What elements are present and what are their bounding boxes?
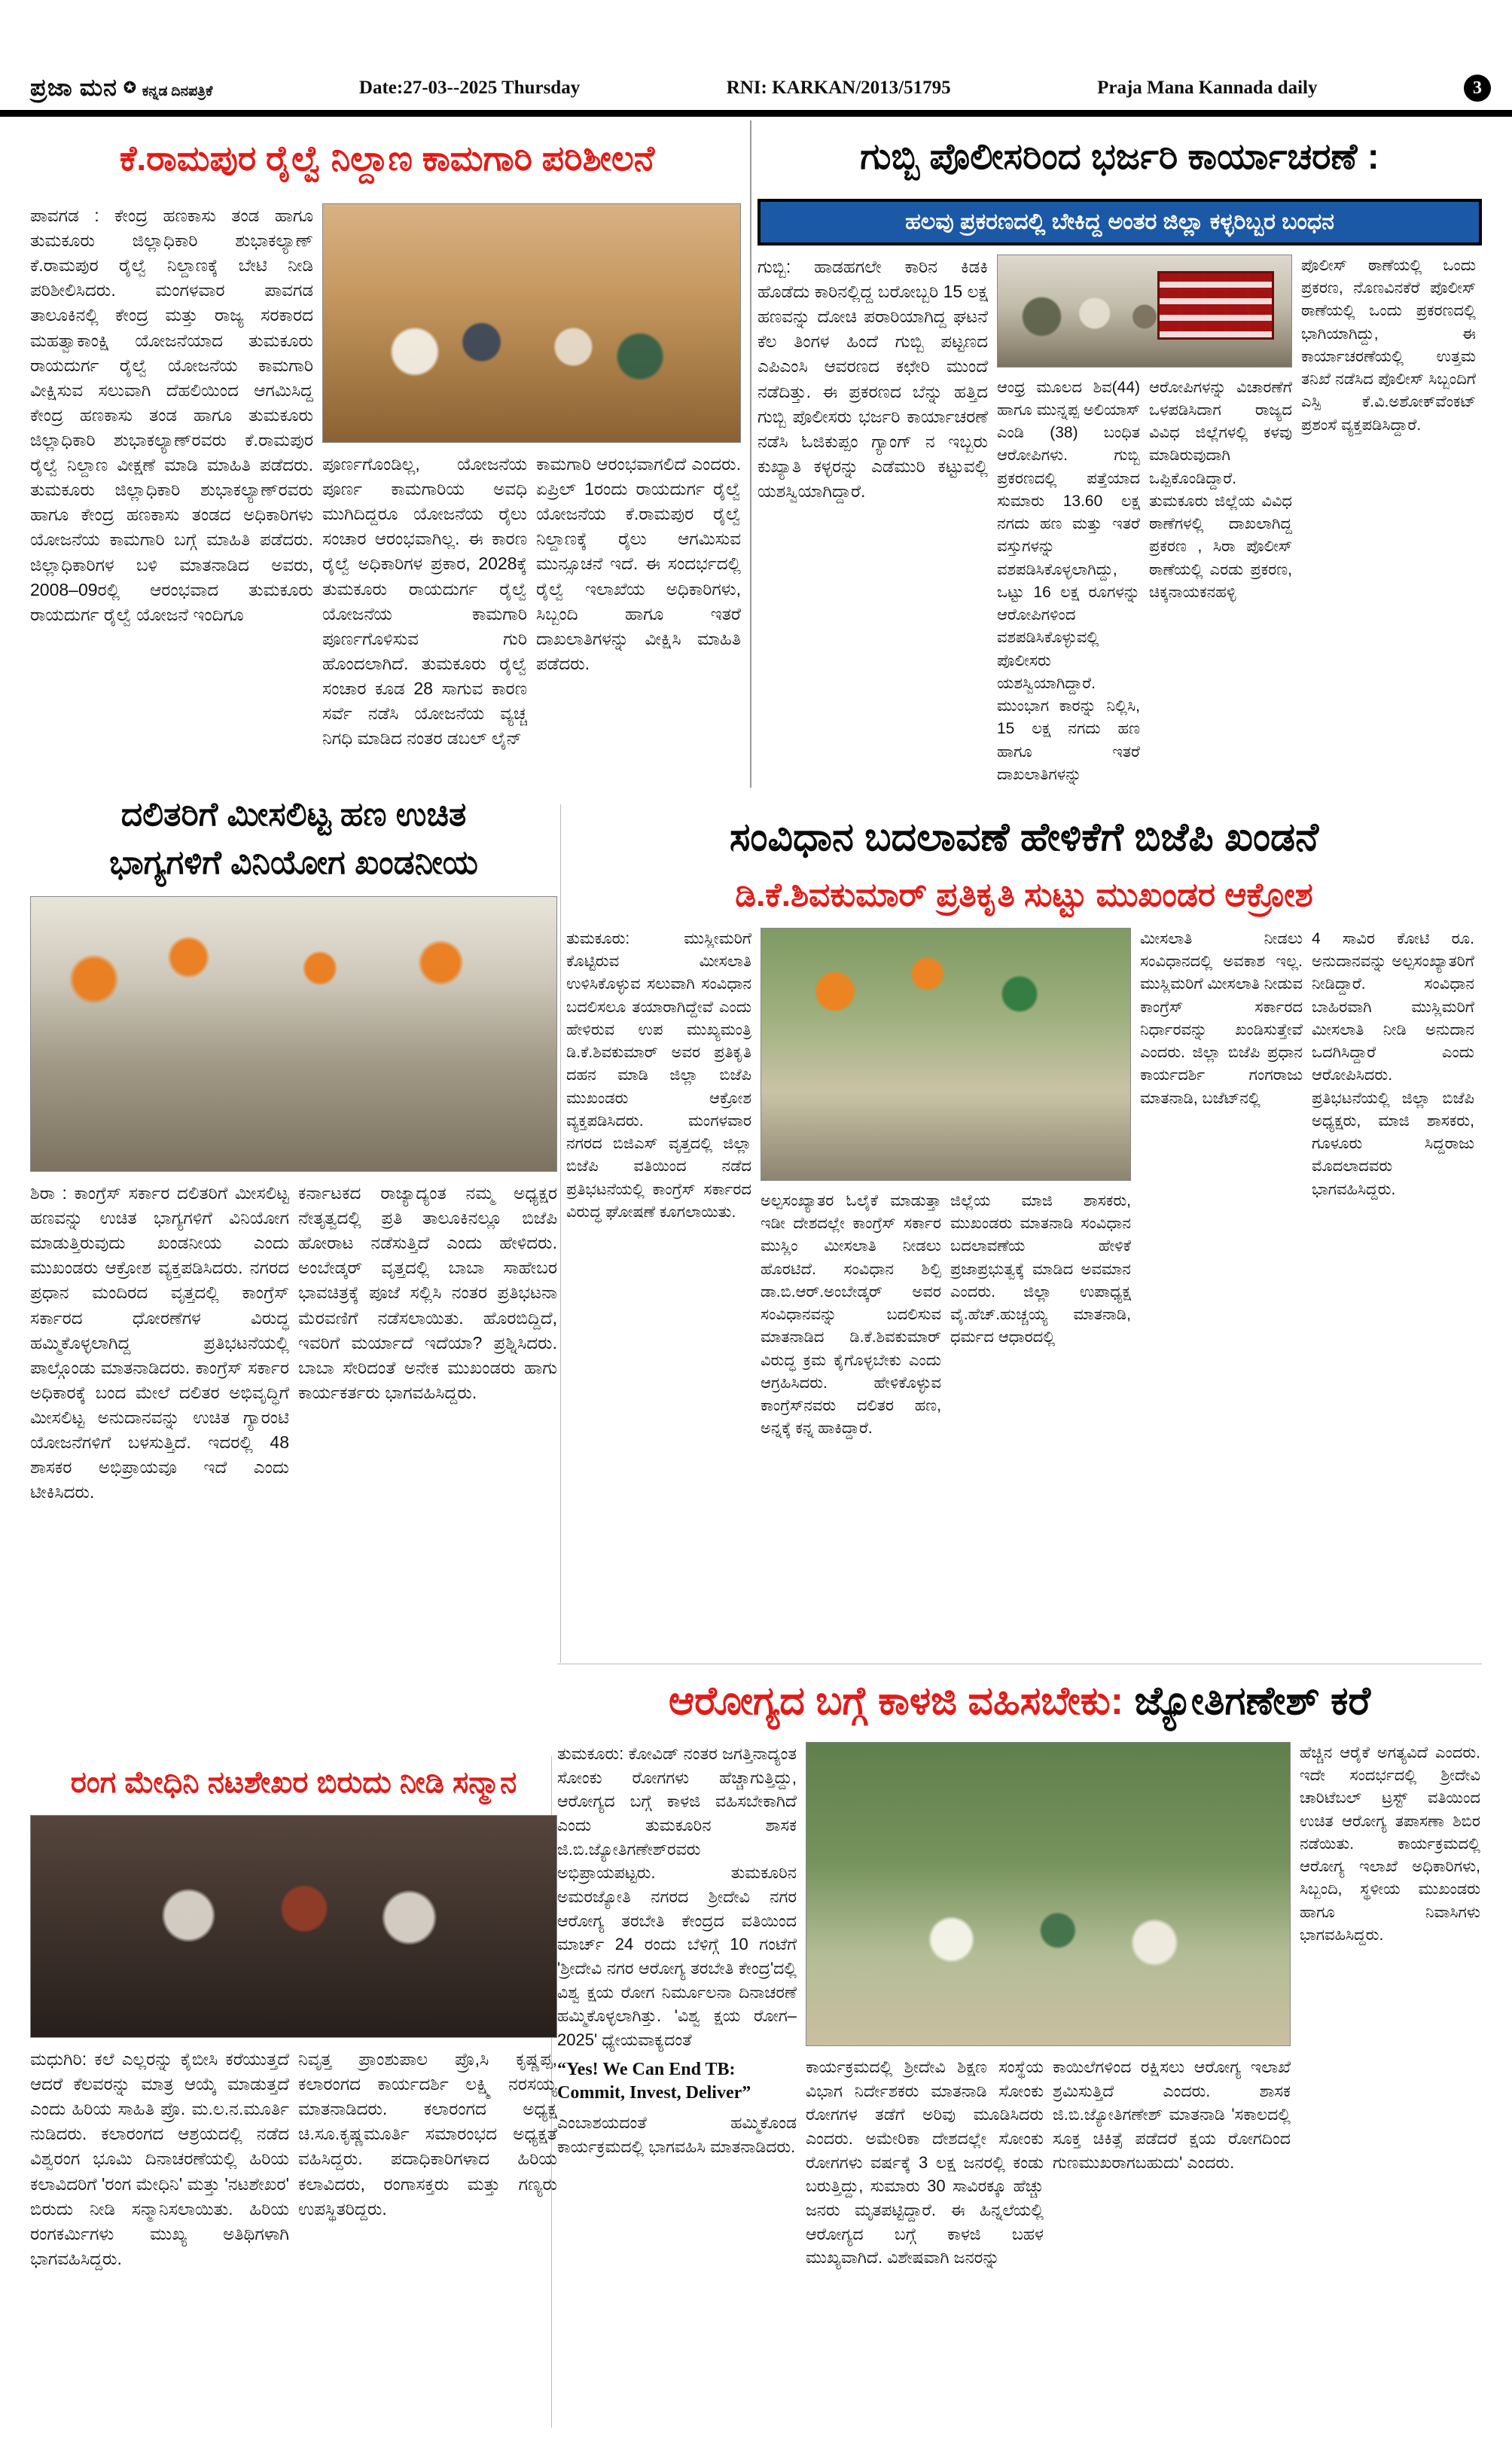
health-column-1: ತುಮಕೂರು: ಕೋವಿಡ್ ನಂತರ ಜಗತ್ತಿನಾದ್ಯಂತ ಸೋಂಕು ರೋಗಗಳು ಹೆಚ್ಚಾಗುತ್ತಿದ್ದು, ಆರೋಗ್ಯದ ಬಗ್ಗೆ ಕಾಳಜಿ ವಹಿಸಬೇಕಾಗಿದೆ ಎಂದು ತುಮಕೂರಿನ ಶಾಸಕ ಜಿ.ಬಿ.ಜ್ಯೋತಿಗಣೇಶ್‌ರವರು ಅಭಿಪ್ರಾಯಪಟ್ಟರು. ತುಮಕೂರಿನ ಅಮರಜ್ಯೋತಿ ನಗರದ ಶ್ರೀದೇವಿ ನಗರ ಆರೋಗ್ಯ ತರಬೇತಿ ಕೇಂದ್ರದ ವತಿಯಿಂದ ಮಾರ್ಚ್ 24 ರಂದು ಬೆಳಿಗ್ಗೆ 10 ಗಂಟೆಗೆ 'ಶ್ರೀದೇವಿ ನಗರ ಆರೋಗ್ಯ ತರಬೇತಿ ಕೇಂದ್ರ'ದಲ್ಲಿ ವಿಶ್ವ ಕ್ಷಯ ರೋಗ ನಿರ್ಮೂಲನಾ ದಿನಾಚರಣೆ ಹಮ್ಮಿಕೊಳ್ಳಲಾಗಿತ್ತು. 'ವಿಶ್ವ ಕ್ಷಯ ರೋಗ–2025' ಧ್ಯೇಯವಾಕ್ಯದಂತೆ <box>557 1744 797 2050</box>
article-railway <box>30 120 744 788</box>
masthead-date: Date:27-03--2025 Thursday <box>358 78 581 98</box>
bjp-column-4: ಮೀಸಲಾತಿ ನೀಡಲು ಸಂವಿಧಾನದಲ್ಲಿ ಅವಕಾಶ ಇಲ್ಲ. ಮುಸ್ಲಿಮರಿಗೆ ಮೀಸಲಾತಿ ನೀಡುವ ಕಾಂಗ್ರೆಸ್ ಸರ್ಕಾರದ ನಿರ್ಧಾರವನ್ನು ಖಂಡಿಸುತ್ತೇವೆ ಎಂದರು. ಜಿಲ್ಲಾ ಬಿಜೆಪಿ ಪ್ರಧಾನ ಕಾರ್ಯದರ್ಶಿ ಗಂಗರಾಜು ಮಾತನಾಡಿ, ಬಜೆಟ್‌ನಲ್ಲಿ <box>1140 930 1303 1107</box>
article-dalita-funds <box>30 791 557 1750</box>
railway-column-1: ಪಾವಗಡ : ಕೇಂದ್ರ ಹಣಕಾಸು ತಂಡ ಹಾಗೂ ತುಮಕೂರು ಜಿಲ್ಲಾಧಿಕಾರಿ ಶುಭಾಕಲ್ಯಾಣ್ ಕೆ.ರಾಮಪುರ ರೈಲ್ವೆ ನಿಲ್ದಾಣಕ್ಕೆ ಬೇಟಿ ನೀಡಿ ಪರಿಶೀಲಿಸಿದರು. ಮಂಗಳವಾರ ಪಾವಗಡ ತಾಲೂಕಿನಲ್ಲಿ ಕೇಂದ್ರ ಮತ್ತು ರಾಜ್ಯ ಸರಕಾರದ ಮಹತ್ವಾಕಾಂಕ್ಷಿ ಯೋಜನೆಯಾದ ತುಮಕೂರು ರಾಯದುರ್ಗ ರೈಲ್ವೆ ಯೋಜನೆಯ ಕಾಮಗಾರಿ ವೀಕ್ಷಿಸುವ ಸಲುವಾಗಿ ದೆಹಲಿಯಿಂದ ಆಗಮಿಸಿದ್ದ ಕೇಂದ್ರ ಹಣಕಾಸು ತಂಡ ಹಾಗೂ ತುಮಕೂರು ಜಿಲ್ಲಾಧಿಕಾರಿ ಶುಭಾಕಲ್ಯಾಣ್‌ರವರು ಕೆ.ರಾಮಪುರ ರೈಲ್ವೆ ನಿಲ್ದಾಣ ವೀಕ್ಷಣೆ ಮಾಡಿ ಮಾಹಿತಿ ಪಡೆದರು. ತುಮಕೂರು ಜಿಲ್ಲಾಧಿಕಾರಿ ಶುಭಾಕಲ್ಯಾಣ್‌ರವರು ಹಾಗೂ ಕೇಂದ್ರ ಹಣಕಾಸು ತಂಡದ ಅಧಿಕಾರಿಗಳು ಯೋಜನೆಯ ಕಾಮಗಾರಿ ಬಗ್ಗೆ ಮಾಹಿತಿ ಪಡೆದರು. ಜಿಲ್ಲಾಧಿಕಾರಿಗಳ ಬಳಿ ಮಾತನಾಡಿದ ಅವರು, 2008–09ರಲ್ಲಿ ಆರಂಭವಾದ ತುಮಕೂರು ರಾಯದುರ್ಗ ರೈಲ್ವೆ ಯೋಜನೆ ಇಂದಿಗೂ <box>30 206 313 624</box>
railway-headline: ಕೆ.ರಾಮಪುರ ರೈಲ್ವೆ ನಿಲ್ದಾಣ ಕಾಮಗಾರಿ ಪರಿಶೀಲನೆ <box>119 139 655 178</box>
gubbi-column-3: ಆರೋಪಿಗಳನ್ನು ವಿಚಾರಣೆಗೆ ಒಳಪಡಿಸಿದಾಗ ರಾಜ್ಯದ ವಿವಿಧ ಜಿಲ್ಲೆಗಳಲ್ಲಿ ಕಳವು ಮಾಡಿರುವುದಾಗಿ ಒಪ್ಪಿಕೊಂಡಿದ್ದಾರೆ. ತುಮಕೂರು ಜಿಲ್ಲೆಯ ವಿವಿಧ ಠಾಣೆಗಳಲ್ಲಿ ದಾಖಲಾಗಿದ್ದ ಪ್ರಕರಣ , ಸಿರಾ ಪೊಲೀಸ್ ಠಾಣೆಯಲ್ಲಿ ಎರಡು ಪ್ರಕರಣ, ಚಿಕ್ಕನಾಯಕನಹಳ್ಳಿ <box>1149 378 1292 601</box>
masthead-title-english: Praja Mana Kannada daily <box>1097 78 1318 98</box>
health-column-1b: ಎಂಬಾಶಯದಂತೆ ಹಮ್ಮಿಕೊಂಡ ಕಾರ್ಯಕ್ರಮದಲ್ಲಿ ಭಾಗವಹಿಸಿ ಮಾತನಾಡಿದರು. <box>557 2113 797 2156</box>
logo-emblem-icon: ✪ <box>123 80 136 96</box>
felicitation-photo <box>30 1815 557 2038</box>
dalita-column-1: ಶಿರಾ : ಕಾಂಗ್ರೆಸ್ ಸರ್ಕಾರ ದಲಿತರಿಗೆ ಮೀಸಲಿಟ್ಟ ಹಣವನ್ನು ಉಚಿತ ಭಾಗ್ಯಗಳಿಗೆ ವಿನಿಯೋಗ ಮಾಡುತ್ತಿರುವುದು ಖಂಡನೀಯ ಎಂದು ಮುಖಂಡರು ಆಕ್ರೋಶ ವ್ಯಕ್ತಪಡಿಸಿದರು. ನಗರದ ಪ್ರಧಾನ ಮಂದಿರದ ವೃತ್ತದಲ್ಲಿ ಕಾಂಗ್ರೆಸ್ ಸರ್ಕಾರದ ಧೋರಣೆಗಳ ವಿರುದ್ಧ ಹಮ್ಮಿಕೊಳ್ಳಲಾಗಿದ್ದ ಪ್ರತಿಭಟನೆಯಲ್ಲಿ ಪಾಲ್ಗೊಂಡು ಮಾತನಾಡಿದರು. ಕಾಂಗ್ರೆಸ್ ಸರ್ಕಾರ ಅಧಿಕಾರಕ್ಕೆ ಬಂದ ಮೇಲೆ ದಲಿತರ ಅಭಿವೃದ್ಧಿಗೆ ಮೀಸಲಿಟ್ಟ ಅನುದಾನವನ್ನು ಉಚಿತ ಗ್ಯಾರಂಟಿ ಯೋಜನೆಗಳಿಗೆ ಬಳಸುತ್ತಿದೆ. ಇದರಲ್ಲಿ 48 ಶಾಸಕರ ಅಭಿಪ್ರಾಯವೂ ಇದೆ ಎಂದು ಟೀಕಿಸಿದರು. <box>30 1183 289 1502</box>
dalita-headline-line2: ಭಾಗ್ಯಗಳಿಗೆ ವಿನಿಯೋಗ ಖಂಡನೀಯ <box>109 844 478 881</box>
article-gubbi-police <box>758 120 1482 788</box>
article-ranga-medhini <box>30 1756 557 2428</box>
tb-day-english-quote: “Yes! We Can End TB: Commit, Invest, Deliver” <box>557 2059 751 2103</box>
ranga-column-2: ನಿವೃತ್ತ ಪ್ರಾಂಶುಪಾಲ ಪ್ರೊ,ಸಿ ಕೃಷ್ಣಪ್ಪ, ಕಲಾರಂಗದ ಕಾರ್ಯದರ್ಶಿ ಲಕ್ಷ್ಮಿ ನರಸಯ್ಯ ಮಾತನಾಡಿದರು. ಕಲಾರಂಗದ ಅಧ್ಯಕ್ಷ ಚಿ.ಸೂ.ಕೃಷ್ಣಮೂರ್ತಿ ಸಮಾರಂಭದ ಅಧ್ಯಕ್ಷತೆ ವಹಿಸಿದ್ದರು. ಪದಾಧಿಕಾರಿಗಳಾದ ಹಿರಿಯ ಕಲಾವಿದರು, ರಂಗಾಸಕ್ತರು ಮತ್ತು ಗಣ್ಯರು ಉಪಸ್ಥಿತರಿದ್ದರು. <box>298 2049 557 2219</box>
dalita-protest-photo <box>30 896 557 1172</box>
dalita-column-2: ಕರ್ನಾಟಕದ ರಾಜ್ಯಾದ್ಯಂತ ನಮ್ಮ ಅಧ್ಯಕ್ಷರ ನೇತೃತ್ವದಲ್ಲಿ ಪ್ರತಿ ತಾಲೂಕಿನಲ್ಲೂ ಬಿಜೆಪಿ ಹೋರಾಟ ನಡೆಸುತ್ತಿದೆ ಎಂದು ಹೇಳಿದರು. ಅಂಬೇಡ್ಕರ್ ವೃತ್ತದಲ್ಲಿ ಬಾಬಾ ಸಾಹೇಬರ ಭಾವಚಿತ್ರಕ್ಕೆ ಪೂಜೆ ಸಲ್ಲಿಸಿ ನಂತರ ಪ್ರತಿಭಟನಾ ಮೆರವಣಿಗೆ ನಡೆಸಲಾಯಿತು. ಹೊರಬಿದ್ದಿದೆ, ಇವರಿಗೆ ಮರ್ಯಾದೆ ಇದೆಯಾ? ಪ್ರಶ್ನಿಸಿದರು. ಬಾಬಾ ಸೇರಿದಂತೆ ಅನೇಕ ಮುಖಂಡರು ಹಾಗು ಕಾರ್ಯಕರ್ತರು ಭಾಗವಹಿಸಿದ್ದರು. <box>298 1183 557 1402</box>
dalita-headline-line1: ದಲಿತರಿಗೆ ಮೀಸಲಿಟ್ಟ ಹಣ ಉಚಿತ <box>120 796 467 833</box>
gubbi-column-1: ಗುಬ್ಬಿ: ಹಾಡಹಗಲೇ ಕಾರಿನ ಕಿಡಕಿ ಹೊಡೆದು ಕಾರಿನಲ್ಲಿದ್ದ ಬರೋಬ್ಬರಿ 15 ಲಕ್ಷ ಹಣವನ್ನು ದೋಚಿ ಪರಾರಿಯಾಗಿದ್ದ ಘಟನೆ ಕೆಲ ತಿಂಗಳ ಹಿಂದೆ ಗುಬ್ಬಿ ಪಟ್ಟಣದ ಎಪಿಎಂಸಿ ಆವರಣದ ಕಛೇರಿ ಮುಂದೆ ನಡೆದಿತ್ತು. ಈ ಪ್ರಕರಣದ ಬೆನ್ನು ಹತ್ತಿದ ಗುಬ್ಬಿ ಪೊಲೀಸರು ಭರ್ಜರಿ ಕಾರ್ಯಾಚರಣೆ ನಡೆಸಿ ಓಜಿಕುಪ್ಪಂ ಗ್ಯಾಂಗ್ ನ ಇಬ್ಬರು ಕುಖ್ಯಾತಿ ಕಳ್ಳರನ್ನು ಎಡೆಮುರಿ ಕಟ್ಟುವಲ್ಲಿ ಯಶಸ್ವಿಯಾಗಿದ್ದಾರೆ. <box>758 257 988 501</box>
gubbi-subheadline-banner: ಹಲವು ಪ್ರಕರಣದಲ್ಲಿ ಬೇಕಿದ್ದ ಅಂತರ ಜಿಲ್ಲಾ ಕಳ್ಳರಿಬ್ಬರ ಬಂಧನ <box>758 199 1482 246</box>
article-health-awareness <box>557 1668 1482 2428</box>
masthead <box>30 71 1491 105</box>
health-column-4: ಹೆಚ್ಚಿನ ಆರೈಕೆ ಅಗತ್ಯವಿದೆ ಎಂದರು. ಇದೇ ಸಂದರ್ಭದಲ್ಲಿ ಶ್ರೀದೇವಿ ಚಾರಿಟೆಬಲ್ ಟ್ರಸ್ಟ್ ವತಿಯಿಂದ ಉಚಿತ ಆರೋಗ್ಯ ತಪಾಸಣಾ ಶಿಬಿರ ನಡೆಯಿತು. ಕಾರ್ಯಕ್ರಮದಲ್ಲಿ ಆರೋಗ್ಯ ಇಲಾಖೆ ಅಧಿಕಾರಿಗಳು, ಸಿಬ್ಬಂದಿ, ಸ್ಥಳೀಯ ಮುಖಂಡರು ಹಾಗೂ ನಿವಾಸಿಗಳು ಭಾಗವಹಿಸಿದ್ದರು. <box>1300 1744 1480 1944</box>
bjp-column-3: ಜಿಲ್ಲೆಯ ಮಾಜಿ ಶಾಸಕರು, ಮುಖಂಡರು ಮಾತನಾಡಿ ಸಂವಿಧಾನ ಬದಲಾವಣೆಯ ಹೇಳಿಕೆ ಪ್ರಜಾಪ್ರಭುತ್ವಕ್ಕೆ ಮಾಡಿದ ಅವಮಾನ ಎಂದರು. ಜಿಲ್ಲಾ ಉಪಾಧ್ಯಕ್ಷ ವೈ.ಹೆಚ್.ಹುಚ್ಚಯ್ಯ ಮಾತನಾಡಿ, ಧರ್ಮದ ಆಧಾರದಲ್ಲಿ <box>950 1192 1131 1347</box>
health-column-2: ಕಾರ್ಯಕ್ರಮದಲ್ಲಿ ಶ್ರೀದೇವಿ ಶಿಕ್ಷಣ ಸಂಸ್ಥೆಯ ವಿಭಾಗ ನಿರ್ದೇಶಕರು ಮಾತನಾಡಿ ಸೋಂಕು ರೋಗಗಳ ತಡೆಗೆ ಅರಿವು ಮೂಡಿಸಿದರು ಎಂದರು. ಅಮೇರಿಕಾ ದೇಶದಲ್ಲೇ ಸೋಂಕು ರೋಗಗಳು ವರ್ಷಕ್ಕೆ 3 ಲಕ್ಷ ಜನರಲ್ಲಿ ಕಂಡು ಬರುತ್ತಿದ್ದು, ಸುಮಾರು 30 ಸಾವಿರಕ್ಕೂ ಹೆಚ್ಚು ಜನರು ಮೃತಪಟ್ಟಿದ್ದಾರೆ. ಈ ಹಿನ್ನಲೆಯಲ್ಲಿ ಆರೋಗ್ಯದ ಬಗ್ಗೆ ಕಾಳಜಿ ಬಹಳ ಮುಖ್ಯವಾಗಿದೆ. ವಿಶೇಷವಾಗಿ ಜನರನ್ನು <box>806 2057 1044 2268</box>
ranga-column-1: ಮಧುಗಿರಿ: ಕಲೆ ಎಲ್ಲರನ್ನು ಕೈಬೀಸಿ ಕರೆಯುತ್ತದೆ ಆದರೆ ಕೆಲವರನ್ನು ಮಾತ್ರ ಆಯ್ಕೆ ಮಾಡುತ್ತದೆ ಎಂದು ಹಿರಿಯ ಸಾಹಿತಿ ಪ್ರೊ. ಮ.ಲ.ನ.ಮೂರ್ತಿ ನುಡಿದರು. ಕಲಾರಂಗದ ಆಶ್ರಯದಲ್ಲಿ ನಡೆದ ವಿಶ್ವರಂಗ ಭೂಮಿ ದಿನಾಚರಣೆಯಲ್ಲಿ ಹಿರಿಯ ಕಲಾವಿದರಿಗೆ 'ರಂಗ ಮೇಧಿನಿ' ಮತ್ತು 'ನಟಶೇಖರ' ಬಿರುದು ನೀಡಿ ಸನ್ಮಾನಿಸಲಾಯಿತು. ಹಿರಿಯ ರಂಗಕರ್ಮಿಗಳು ಮುಖ್ಯ ಅತಿಥಿಗಳಾಗಿ ಭಾಗವಹಿಸಿದ್ದರು. <box>30 2049 289 2268</box>
column-divider-middle <box>560 804 561 1663</box>
health-headline <box>557 1668 1482 1734</box>
gubbi-police-photo <box>997 255 1292 368</box>
bjp-column-5: 4 ಸಾವಿರ ಕೋಟಿ ರೂ. ಅನುದಾನವನ್ನು ಅಲ್ಪಸಂಖ್ಯಾತರಿಗೆ ನೀಡಿದ್ದಾರೆ. ಸಂವಿಧಾನ ಬಾಹಿರವಾಗಿ ಮುಸ್ಲಿಮರಿಗೆ ಮೀಸಲಾತಿ ನೀಡಿ ಅನುದಾನ ಒದಗಿಸಿದ್ದಾರೆ ಎಂದು ಆರೋಪಿಸಿದರು. ಪ್ರತಿಭಟನೆಯಲ್ಲಿ ಜಿಲ್ಲಾ ಬಿಜೆಪಿ ಅಧ್ಯಕ್ಷರು, ಮಾಜಿ ಶಾಸಕರು, ಗೂಳೂರು ಸಿದ್ದರಾಜು ಮೊದಲಾದವರು ಭಾಗವಹಿಸಿದ್ದರು. <box>1312 930 1474 1198</box>
bjp-column-2: ಅಲ್ಪಸಂಖ್ಯಾತರ ಓಲೈಕೆ ಮಾಡುತ್ತಾ ಇಡೀ ದೇಶದಲ್ಲೇ ಕಾಂಗ್ರೆಸ್ ಸರ್ಕಾರ ಮುಸ್ಲಿಂ ಮೀಸಲಾತಿ ನೀಡಲು ಹೊರಟಿದೆ. ಸಂವಿಧಾನ ಶಿಲ್ಪಿ ಡಾ.ಬಿ.ಆರ್.ಅಂಬೇಡ್ಕರ್ ಅವರ ಸಂವಿಧಾನವನ್ನು ಬದಲಿಸುವ ಮಾತನಾಡಿದ ಡಿ.ಕೆ.ಶಿವಕುಮಾರ್ ವಿರುದ್ಧ ಕ್ರಮ ಕೈಗೊಳ್ಳಬೇಕು ಎಂದು ಆಗ್ರಹಿಸಿದರು. ಹೇಳಿಕೊಳ್ಳುವ ಕಾಂಗ್ರೆಸ್‌ನವರು ದಲಿತರ ಹಣ, ಅನ್ನಕ್ಕೆ ಕನ್ನ ಹಾಕಿದ್ದಾರೆ. <box>761 1192 941 1438</box>
gubbi-column-2: ಆಂಧ್ರ ಮೂಲದ ಶಿವ(44) ಹಾಗೂ ಮುನ್ನಪ್ಪ ಅಲಿಯಾಸ್ ಎಂಡಿ (38) ಬಂಧಿತ ಆರೋಪಿಗಳು. ಗುಬ್ಬಿ ಪ್ರಕರಣದಲ್ಲಿ ಪತ್ತೆಯಾದ ಸುಮಾರು 13.60 ಲಕ್ಷ ನಗದು ಹಣ ಮತ್ತು ಇತರೆ ವಸ್ತುಗಳನ್ನು ವಶಪಡಿಸಿಕೊಳ್ಳಲಾಗಿದ್ದು, ಒಟ್ಟು 16 ಲಕ್ಷ ರೂಗಳನ್ನು ಆರೋಪಿಗಳಿಂದ ವಶಪಡಿಸಿಕೊಳ್ಳುವಲ್ಲಿ ಪೊಲೀಸರು ಯಶಸ್ವಿಯಾಗಿದ್ದಾರೆ. ಮುಂಭಾಗ ಕಾರನ್ನು ನಿಲ್ಲಿಸಿ, 15 ಲಕ್ಷ ನಗದು ಹಣ ಹಾಗೂ ಇತರೆ ದಾಖಲಾತಿಗಳನ್ನು <box>997 378 1140 783</box>
logo-kannada-title: ಪ್ರಜಾ ಮನ <box>30 74 117 101</box>
bjp-column-1: ತುಮಕೂರು: ಮುಸ್ಲೀಮರಿಗೆ ಕೊಟ್ಟಿರುವ ಮೀಸಲಾತಿ ಉಳಿಸಿಕೊಳ್ಳುವ ಸಲುವಾಗಿ ಸಂವಿಧಾನ ಬದಲಿಸಲೂ ತಯಾರಾಗಿದ್ದೇವೆ ಎಂದು ಹೇಳಿರುವ ಉಪ ಮುಖ್ಯಮಂತ್ರಿ ಡಿ.ಕೆ.ಶಿವಕುಮಾರ್ ಅವರ ಪ್ರತಿಕೃತಿ ದಹನ ಮಾಡಿ ಜಿಲ್ಲಾ ಬಿಜೆಪಿ ಮುಖಂಡರು ಆಕ್ರೋಶ ವ್ಯಕ್ತಪಡಿಸಿದರು. ಮಂಗಳವಾರ ನಗರದ ಬಿಜಿಎಸ್ ವೃತ್ತದಲ್ಲಿ ಜಿಲ್ಲಾ ಬಿಜೆಪಿ ವತಿಯಿಂದ ನಡೆದ ಪ್ರತಿಭಟನೆಯಲ್ಲಿ ಕಾಂಗ್ರೆಸ್ ಸರ್ಕಾರದ ವಿರುದ್ಧ ಘೋಷಣೆ ಕೂಗಲಾಯಿತು. <box>566 930 751 1221</box>
bjp-protest-photo <box>761 928 1131 1181</box>
masthead-rni: RNI: KARKAN/2013/51795 <box>726 78 951 98</box>
health-headline-red: ಆರೋಗ್ಯದ ಬಗ್ಗೆ ಕಾಳಜಿ ವಹಿಸಬೇಕು: <box>668 1679 1124 1723</box>
railway-column-3: ಕಾಮಗಾರಿ ಆರಂಭವಾಗಲಿದೆ ಎಂದರು. ಏಪ್ರಿಲ್ 1ರಂದು ರಾಯದುರ್ಗ ರೈಲ್ವೆ ಯೋಜನೆಯ ಕೆ.ರಾಮಪುರ ರೈಲ್ವೆ ನಿಲ್ದಾಣಕ್ಕೆ ರೈಲು ಆಗಮಿಸುವ ಮುನ್ಸೂಚನೆ ಇದೆ. ಈ ಸಂದರ್ಭದಲ್ಲಿ ರೈಲ್ವೆ ಇಲಾಖೆಯ ಅಧಿಕಾರಿಗಳು, ಸಿಬ್ಬಂದಿ ಹಾಗೂ ಇತರೆ ದಾಖಲಾತಿಗಳನ್ನು ವೀಕ್ಷಿಸಿ ಮಾಹಿತಿ ಪಡೆದರು. <box>536 454 741 673</box>
column-divider-top <box>750 120 751 788</box>
newspaper-logo <box>30 74 212 102</box>
ranga-headline: ರಂಗ ಮೇಧಿನಿ ನಟಶೇಖರ ಬಿರುದು ನೀಡಿ ಸನ್ಮಾನ <box>70 1766 517 1799</box>
railway-column-2: ಪೂರ್ಣಗೊಂಡಿಲ್ಲ, ಯೋಜನೆಯ ಪೂರ್ಣ ಕಾಮಗಾರಿಯ ಅವಧಿ ಮುಗಿದಿದ್ದರೂ ಯೋಜನೆಯ ರೈಲು ಸಂಚಾರ ಆರಂಭವಾಗಿಲ್ಲ. ಈ ಕಾರಣ ರೈಲ್ವೆ ಅಧಿಕಾರಿಗಳ ಪ್ರಕಾರ, 2028ಕ್ಕೆ ತುಮಕೂರು ರಾಯದುರ್ಗ ರೈಲ್ವೆ ಯೋಜನೆಯ ಕಾಮಗಾರಿ ಪೂರ್ಣಗೊಳಿಸುವ ಗುರಿ ಹೊಂದಲಾಗಿದೆ. ತುಮಕೂರು ರೈಲ್ವೆ ಸಂಚಾರ ಕೂಡ 28 ಸಾಗುವ ಕಾರಣ ಸರ್ವೆ ನಡೆಸಿ ಯೋಜನೆಯ ವ್ಯಚ್ಚ ನಿಗಧಿ ಮಾಡಿದ ನಂತರ ಡಬಲ್ ಲೈನ್ <box>322 454 527 749</box>
page-number-badge: 3 <box>1464 75 1491 102</box>
article-bjp-protest <box>566 804 1482 1663</box>
logo-subtitle: ಕನ್ನಡ ದಿನಪತ್ರಿಕೆ <box>142 84 213 99</box>
bjp-subheadline: ಡಿ.ಕೆ.ಶಿವಕುಮಾರ್ ಪ್ರತಿಕೃತಿ ಸುಟ್ಟು ಮುಖಂಡರ ಆಕ್ರೋಶ <box>735 877 1313 913</box>
seized-money-display-board <box>1157 271 1273 340</box>
bjp-headline: ಸಂವಿಧಾನ ಬದಲಾವಣೆ ಹೇಳಿಕೆಗೆ ಬಿಜೆಪಿ ಖಂಡನೆ <box>729 816 1319 859</box>
health-headline-black: ಜ್ಯೋತಿಗಣೇಶ್ ಕರೆ <box>1123 1679 1371 1723</box>
gubbi-column-4: ಪೊಲೀಸ್ ಠಾಣೆಯಲ್ಲಿ ಒಂದು ಪ್ರಕರಣ, ನೊಣವಿನಕೆರೆ ಪೊಲೀಸ್ ಠಾಣೆಯಲ್ಲಿ ಒಂದು ಪ್ರಕರಣದಲ್ಲಿ ಭಾಗಿಯಾಗಿದ್ದು, ಈ ಕಾರ್ಯಾಚರಣೆಯಲ್ಲಿ ಉತ್ತಮ ತನಿಖೆ ನಡೆಸಿದ ಪೊಲೀಸ್ ಸಿಬ್ಬಂದಿಗೆ ಎಸ್ಪಿ ಕೆ.ವಿ.ಅಶೋಕ್‌ವೆಂಕಟ್ ಪ್ರಶಂಸೆ ವ್ಯಕ್ತಪಡಿಸಿದ್ದಾರೆ. <box>1301 257 1476 434</box>
gubbi-headline: ಗುಬ್ಬಿ ಪೊಲೀಸರಿಂದ ಭರ್ಜರಿ ಕಾರ್ಯಾಚರಣೆ : <box>860 137 1379 177</box>
health-event-photo <box>806 1742 1291 2046</box>
masthead-rule <box>0 110 1512 117</box>
railway-inspection-photo <box>322 203 741 443</box>
health-column-3: ಕಾಯಿಲೆಗಳಿಂದ ರಕ್ಷಿಸಲು ಆರೋಗ್ಯ ಇಲಾಖೆ ಶ್ರಮಿಸುತ್ತಿದೆ ಎಂದರು. ಶಾಸಕ ಜಿ.ಬಿ.ಜ್ಯೋತಿಗಣೇಶ್ ಮಾತನಾಡಿ 'ಸಕಾಲದಲ್ಲಿ ಸೂಕ್ತ ಚಿಕಿತ್ಸೆ ಪಡೆದರೆ ಕ್ಷಯ ರೋಗದಿಂದ ಗುಣಮುಖರಾಗಬಹುದು' ಎಂದರು. <box>1053 2057 1291 2172</box>
